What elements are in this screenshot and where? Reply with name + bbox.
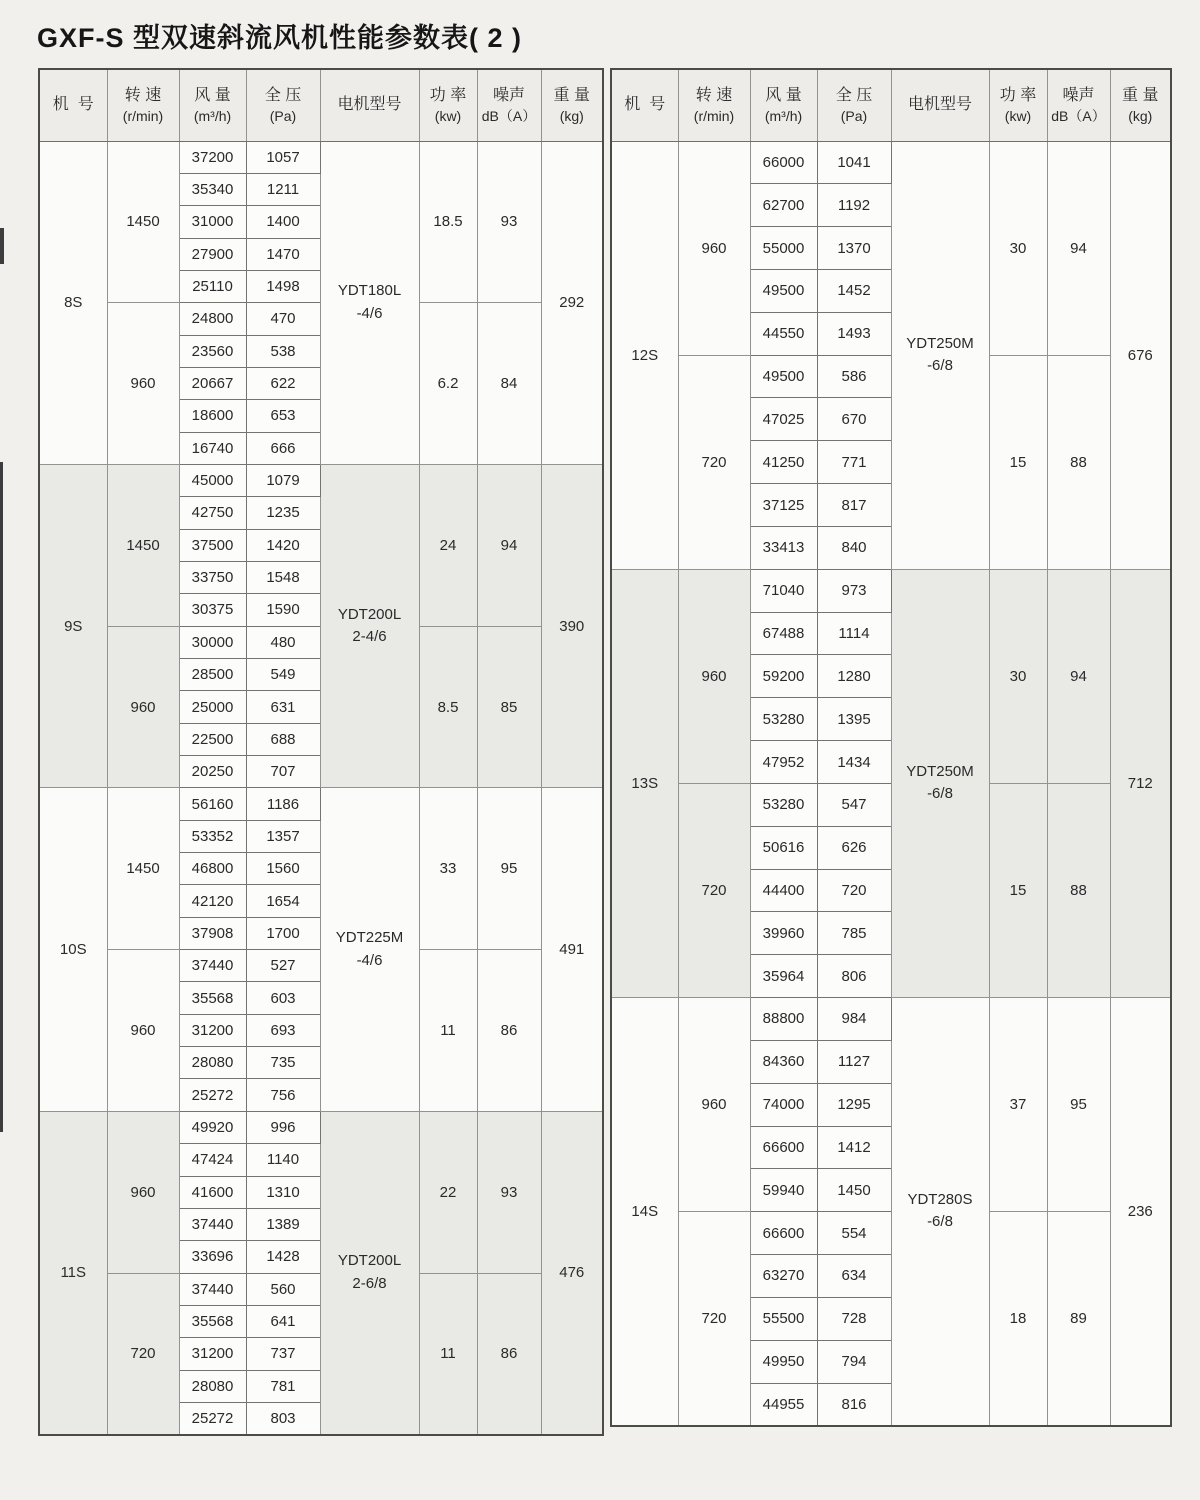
pressure-cell: 626 (817, 826, 891, 869)
flow-cell: 88800 (750, 998, 817, 1041)
model-cell: 9S (39, 464, 107, 787)
rpm-cell: 960 (678, 998, 750, 1212)
motor-cell: YDT200L 2-6/8 (320, 1111, 419, 1434)
flow-cell: 49500 (750, 355, 817, 398)
flow-cell: 55000 (750, 227, 817, 270)
spec-table-right (610, 68, 1172, 1427)
flow-cell: 37908 (179, 917, 246, 949)
power-cell: 33 (419, 788, 477, 950)
pressure-cell: 1235 (246, 497, 320, 529)
pressure-cell: 547 (817, 783, 891, 826)
pressure-cell: 737 (246, 1338, 320, 1370)
pressure-cell: 720 (817, 869, 891, 912)
flow-cell: 20667 (179, 367, 246, 399)
flow-cell: 37440 (179, 950, 246, 982)
pressure-cell: 1470 (246, 238, 320, 270)
power-cell: 18.5 (419, 141, 477, 303)
col-header-flow: 风 量 (m³/h) (179, 69, 246, 141)
noise-cell: 88 (1047, 783, 1110, 997)
rpm-cell: 720 (678, 1212, 750, 1426)
pressure-cell: 1590 (246, 594, 320, 626)
pressure-cell: 1211 (246, 173, 320, 205)
pressure-cell: 1295 (817, 1083, 891, 1126)
power-cell: 18 (989, 1212, 1047, 1426)
flow-cell: 49950 (750, 1340, 817, 1383)
noise-cell: 88 (1047, 355, 1110, 569)
flow-cell: 62700 (750, 184, 817, 227)
noise-cell: 89 (1047, 1212, 1110, 1426)
flow-cell: 41250 (750, 441, 817, 484)
motor-cell: YDT280S -6/8 (891, 998, 989, 1426)
noise-cell: 94 (1047, 569, 1110, 783)
flow-cell: 49920 (179, 1111, 246, 1143)
col-header-model: 机 号 (611, 69, 678, 141)
col-header-power: 功 率 (kw) (989, 69, 1047, 141)
tables-row (38, 68, 1172, 1436)
noise-cell: 84 (477, 303, 541, 465)
flow-cell: 28500 (179, 659, 246, 691)
noise-cell: 93 (477, 1111, 541, 1273)
pressure-cell: 1127 (817, 1040, 891, 1083)
pressure-cell: 560 (246, 1273, 320, 1305)
flow-cell: 53280 (750, 783, 817, 826)
pressure-cell: 653 (246, 400, 320, 432)
model-cell: 8S (39, 141, 107, 464)
flow-cell: 56160 (179, 788, 246, 820)
flow-cell: 28080 (179, 1370, 246, 1402)
flow-cell: 22500 (179, 723, 246, 755)
pressure-cell: 666 (246, 432, 320, 464)
motor-cell: YDT200L 2-4/6 (320, 464, 419, 787)
pressure-cell: 1434 (817, 741, 891, 784)
pressure-cell: 693 (246, 1014, 320, 1046)
pressure-cell: 785 (817, 912, 891, 955)
section-10S (39, 788, 603, 1111)
pressure-cell: 1412 (817, 1126, 891, 1169)
pressure-cell: 1114 (817, 612, 891, 655)
motor-cell: YDT250M -6/8 (891, 141, 989, 569)
flow-cell: 37440 (179, 1208, 246, 1240)
flow-cell: 66600 (750, 1212, 817, 1255)
pressure-cell: 728 (817, 1297, 891, 1340)
flow-cell: 42120 (179, 885, 246, 917)
noise-cell: 86 (477, 950, 541, 1112)
weight-cell: 236 (1110, 998, 1171, 1426)
page-title: GXF-S 型双速斜流风机性能参数表( 2 ) (37, 23, 523, 53)
flow-cell: 39960 (750, 912, 817, 955)
power-cell: 11 (419, 1273, 477, 1435)
flow-cell: 44550 (750, 312, 817, 355)
pressure-cell: 1452 (817, 269, 891, 312)
pressure-cell: 554 (817, 1212, 891, 1255)
model-cell: 12S (611, 141, 678, 569)
pressure-cell: 1057 (246, 141, 320, 173)
power-cell: 15 (989, 355, 1047, 569)
flow-cell: 47952 (750, 741, 817, 784)
pressure-cell: 781 (246, 1370, 320, 1402)
flow-cell: 66600 (750, 1126, 817, 1169)
pressure-cell: 538 (246, 335, 320, 367)
col-header-power: 功 率 (kw) (419, 69, 477, 141)
pressure-cell: 527 (246, 950, 320, 982)
weight-cell: 390 (541, 464, 603, 787)
col-header-weight: 重 量 (kg) (541, 69, 603, 141)
flow-cell: 42750 (179, 497, 246, 529)
pressure-cell: 631 (246, 691, 320, 723)
section-11S (39, 1111, 603, 1434)
col-header-pressure: 全 压 (Pa) (246, 69, 320, 141)
flow-cell: 59200 (750, 655, 817, 698)
rpm-cell: 960 (107, 303, 179, 465)
flow-cell: 44955 (750, 1383, 817, 1426)
pressure-cell: 1450 (817, 1169, 891, 1212)
rpm-cell: 960 (678, 569, 750, 783)
flow-cell: 45000 (179, 464, 246, 496)
rpm-cell: 1450 (107, 464, 179, 626)
pressure-cell: 1186 (246, 788, 320, 820)
weight-cell: 676 (1110, 141, 1171, 569)
col-header-rpm: 转 速 (r/min) (678, 69, 750, 141)
pressure-cell: 817 (817, 484, 891, 527)
motor-cell: YDT250M -6/8 (891, 569, 989, 997)
pressure-cell: 1370 (817, 227, 891, 270)
flow-cell: 28080 (179, 1047, 246, 1079)
scan-artifact (0, 462, 3, 1132)
pressure-cell: 1079 (246, 464, 320, 496)
flow-cell: 50616 (750, 826, 817, 869)
weight-cell: 476 (541, 1111, 603, 1434)
flow-cell: 37125 (750, 484, 817, 527)
noise-cell: 95 (1047, 998, 1110, 1212)
pressure-cell: 603 (246, 982, 320, 1014)
flow-cell: 31000 (179, 206, 246, 238)
flow-cell: 30000 (179, 626, 246, 658)
motor-cell: YDT225M -4/6 (320, 788, 419, 1111)
rpm-cell: 960 (678, 141, 750, 355)
flow-cell: 35568 (179, 1305, 246, 1337)
pressure-cell: 622 (246, 367, 320, 399)
col-header-weight: 重 量 (kg) (1110, 69, 1171, 141)
pressure-cell: 670 (817, 398, 891, 441)
rpm-cell: 960 (107, 1111, 179, 1273)
section-12S (611, 141, 1171, 569)
pressure-cell: 1654 (246, 885, 320, 917)
pressure-cell: 806 (817, 955, 891, 998)
col-header-motor: 电机型号 (320, 69, 419, 141)
flow-cell: 31200 (179, 1338, 246, 1370)
flow-cell: 33413 (750, 526, 817, 569)
pressure-cell: 1700 (246, 917, 320, 949)
col-header-motor: 电机型号 (891, 69, 989, 141)
flow-cell: 33696 (179, 1241, 246, 1273)
rpm-cell: 720 (107, 1273, 179, 1435)
pressure-cell: 1140 (246, 1144, 320, 1176)
pressure-cell: 1400 (246, 206, 320, 238)
flow-cell: 25272 (179, 1079, 246, 1111)
flow-cell: 49500 (750, 269, 817, 312)
pressure-cell: 1493 (817, 312, 891, 355)
section-14S (611, 998, 1171, 1426)
flow-cell: 66000 (750, 141, 817, 184)
pressure-cell: 803 (246, 1402, 320, 1434)
weight-cell: 292 (541, 141, 603, 464)
pressure-cell: 480 (246, 626, 320, 658)
table-row (39, 464, 603, 496)
power-cell: 30 (989, 569, 1047, 783)
rpm-cell: 720 (678, 783, 750, 997)
flow-cell: 74000 (750, 1083, 817, 1126)
flow-cell: 35964 (750, 955, 817, 998)
pressure-cell: 735 (246, 1047, 320, 1079)
pressure-cell: 470 (246, 303, 320, 335)
table-row (39, 1111, 603, 1143)
pressure-cell: 816 (817, 1383, 891, 1426)
pressure-cell: 756 (246, 1079, 320, 1111)
pressure-cell: 1357 (246, 820, 320, 852)
flow-cell: 25272 (179, 1402, 246, 1434)
flow-cell: 33750 (179, 561, 246, 593)
section-9S (39, 464, 603, 787)
flow-cell: 35340 (179, 173, 246, 205)
model-cell: 11S (39, 1111, 107, 1434)
power-cell: 24 (419, 464, 477, 626)
scan-artifact (0, 228, 4, 264)
col-header-noise: 噪声 dB（A） (477, 69, 541, 141)
flow-cell: 41600 (179, 1176, 246, 1208)
rpm-cell: 1450 (107, 141, 179, 303)
col-header-noise: 噪声 dB（A） (1047, 69, 1110, 141)
flow-cell: 71040 (750, 569, 817, 612)
flow-cell: 27900 (179, 238, 246, 270)
col-header-flow: 风 量 (m³/h) (750, 69, 817, 141)
power-cell: 22 (419, 1111, 477, 1273)
flow-cell: 63270 (750, 1255, 817, 1298)
flow-cell: 46800 (179, 853, 246, 885)
weight-cell: 712 (1110, 569, 1171, 997)
flow-cell: 84360 (750, 1040, 817, 1083)
col-header-rpm: 转 速 (r/min) (107, 69, 179, 141)
power-cell: 30 (989, 141, 1047, 355)
col-header-pressure: 全 压 (Pa) (817, 69, 891, 141)
flow-cell: 23560 (179, 335, 246, 367)
pressure-cell: 794 (817, 1340, 891, 1383)
noise-cell: 94 (477, 464, 541, 626)
motor-cell: YDT180L -4/6 (320, 141, 419, 464)
table-row (39, 788, 603, 820)
pressure-cell: 1192 (817, 184, 891, 227)
table-row (611, 141, 1171, 184)
flow-cell: 55500 (750, 1297, 817, 1340)
flow-cell: 53280 (750, 698, 817, 741)
weight-cell: 491 (541, 788, 603, 1111)
flow-cell: 31200 (179, 1014, 246, 1046)
pressure-cell: 1420 (246, 529, 320, 561)
pressure-cell: 549 (246, 659, 320, 691)
flow-cell: 18600 (179, 400, 246, 432)
section-8S (39, 141, 603, 464)
col-header-model: 机 号 (39, 69, 107, 141)
noise-cell: 85 (477, 626, 541, 788)
noise-cell: 93 (477, 141, 541, 303)
pressure-cell: 1428 (246, 1241, 320, 1273)
flow-cell: 37440 (179, 1273, 246, 1305)
flow-cell: 59940 (750, 1169, 817, 1212)
pressure-cell: 1280 (817, 655, 891, 698)
rpm-cell: 720 (678, 355, 750, 569)
flow-cell: 30375 (179, 594, 246, 626)
pressure-cell: 1548 (246, 561, 320, 593)
power-cell: 11 (419, 950, 477, 1112)
section-13S (611, 569, 1171, 997)
model-cell: 10S (39, 788, 107, 1111)
flow-cell: 37500 (179, 529, 246, 561)
pressure-cell: 634 (817, 1255, 891, 1298)
pressure-cell: 771 (817, 441, 891, 484)
flow-cell: 44400 (750, 869, 817, 912)
flow-cell: 24800 (179, 303, 246, 335)
pressure-cell: 840 (817, 526, 891, 569)
pressure-cell: 1389 (246, 1208, 320, 1240)
noise-cell: 95 (477, 788, 541, 950)
table-row (611, 998, 1171, 1041)
model-cell: 14S (611, 998, 678, 1426)
pressure-cell: 996 (246, 1111, 320, 1143)
table-row (39, 141, 603, 173)
pressure-cell: 688 (246, 723, 320, 755)
spec-table-left (38, 68, 604, 1436)
power-cell: 8.5 (419, 626, 477, 788)
pressure-cell: 1310 (246, 1176, 320, 1208)
rpm-cell: 960 (107, 950, 179, 1112)
noise-cell: 86 (477, 1273, 541, 1435)
flow-cell: 47424 (179, 1144, 246, 1176)
flow-cell: 25110 (179, 270, 246, 302)
pressure-cell: 641 (246, 1305, 320, 1337)
pressure-cell: 1498 (246, 270, 320, 302)
power-cell: 6.2 (419, 303, 477, 465)
model-cell: 13S (611, 569, 678, 997)
flow-cell: 37200 (179, 141, 246, 173)
pressure-cell: 973 (817, 569, 891, 612)
flow-cell: 47025 (750, 398, 817, 441)
flow-cell: 16740 (179, 432, 246, 464)
right-table-container (610, 68, 1172, 1427)
flow-cell: 53352 (179, 820, 246, 852)
pressure-cell: 1041 (817, 141, 891, 184)
flow-cell: 67488 (750, 612, 817, 655)
pressure-cell: 984 (817, 998, 891, 1041)
left-table-container (38, 68, 604, 1436)
rpm-cell: 960 (107, 626, 179, 788)
table-row (611, 569, 1171, 612)
pressure-cell: 707 (246, 756, 320, 788)
rpm-cell: 1450 (107, 788, 179, 950)
pressure-cell: 1560 (246, 853, 320, 885)
noise-cell: 94 (1047, 141, 1110, 355)
power-cell: 37 (989, 998, 1047, 1212)
flow-cell: 25000 (179, 691, 246, 723)
flow-cell: 35568 (179, 982, 246, 1014)
pressure-cell: 1395 (817, 698, 891, 741)
power-cell: 15 (989, 783, 1047, 997)
pressure-cell: 586 (817, 355, 891, 398)
flow-cell: 20250 (179, 756, 246, 788)
